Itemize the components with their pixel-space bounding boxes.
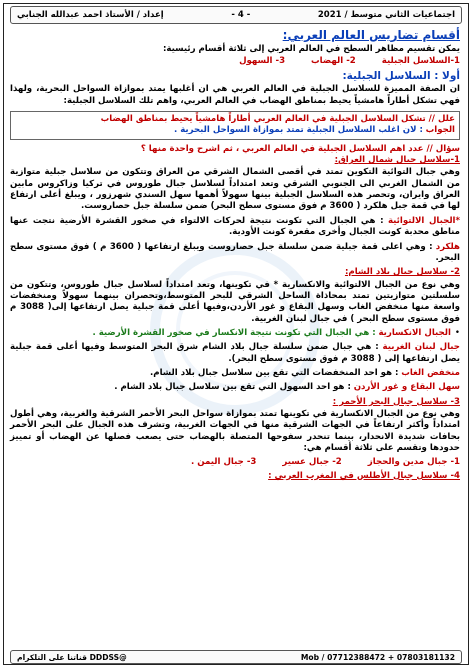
iraq-mountains-title: 1-سلاسل جبال شمال العراق: xyxy=(334,155,460,166)
section-heading-mountains: أولا : السلاسل الجبلية: xyxy=(342,69,460,82)
qa-answer-label: الجواب xyxy=(425,125,455,136)
redsea-mountains-title: 3- سلاسل جبال البحر الأحمر : xyxy=(332,396,460,407)
section-title-relief: أقسام تضاريس العالم العربي: xyxy=(282,28,460,42)
page-footer xyxy=(10,650,462,664)
footer-phones: Mob / 07712388472 + 07803181132 xyxy=(300,652,455,662)
faulted-mountains-def: : هي الجبال التي تكونت نتيجة الانكسار في صخور القشرة الأرضية . xyxy=(92,327,376,338)
qa-question: علل // تشكل السلاسل الجبلية في العالم العربي أطاراً هامشياً يحيط بمناطق الهضاب xyxy=(100,114,455,125)
region-mountains: 1-السلاسل الجبلية xyxy=(381,56,460,67)
page-header xyxy=(10,6,462,24)
ghab-def: : هو احد المنخفضات التي تقع بين سلاسل جبال بلاد الشام. xyxy=(150,367,399,378)
faulted-mountains-term: الجبال الانكسارية xyxy=(378,327,451,338)
ghab-term: منخفض الغاب xyxy=(401,367,460,378)
intro-text: يمكن تقسيم مظاهر السطح في العالم العربي إلى ثلاثة أقسام رئيسية: xyxy=(162,43,460,54)
west-lebanon-term: جبال لبنان الغربية xyxy=(382,342,460,353)
sham-mountains-text: وهي نوع من الجبال الالتوائية والانكسارية * في تكوينها، وتعد امتداداً لسلاسل جبال طوروس، وتتكون من سلسلتين متوازيتين تمتد بمحاذاة الساحل الشرقي للبحر المتوسط،وتحصران بينهما سهولاً ومنخفضات واسعة منها منخفض الغاب وسهل البقاع و غور الأردن،وفيها أعلى قمة جبلية يصل ارتفاعها إلى( 3088 م فوق مستوى سطح البحر ) في جبال لبنان الغربية. xyxy=(10,279,461,324)
folded-mountains-def: : هي الجبال التي تكونت نتيجة لحركات الالتواء في صخور القشرة الأرضية نتجت عنها مناطق محدبة كونت الجبال وأخرى مقعرة كونت الأودية. xyxy=(10,215,460,238)
regions-list xyxy=(10,56,460,67)
redsea-part-yemen: 3- جبال اليمن . xyxy=(191,457,257,468)
header-subject: اجتماعيات الثاني متوسط / 2021 xyxy=(317,10,455,20)
halgurd-def: : وهي اعلى قمة جبلية ضمن سلسلة جبل حصاروست ويبلغ ارتفاعها ( 3600 م ) فوق مستوى سطح البحر. xyxy=(10,241,460,263)
folded-mountains-term: *الجبال الالتوائية xyxy=(387,215,460,226)
halgurd-term: هلكرد xyxy=(435,241,460,252)
region-plains: 3- السهول xyxy=(239,56,286,67)
region-plateaus: 2- الهضاب xyxy=(311,56,356,67)
qa-box xyxy=(10,111,460,140)
mountains-intro-text: ان الصفة المميزة للسلاسل الجبلية في العالم العربي هي ان أغلبها يمتد بموازاة السواحل البحرية، ولهذا فهي تشكل أطاراً هامشياً يحيط بمناطق الهضاب في العالم العربي، واهم تلك السلاسل الجبلية: xyxy=(10,84,460,106)
west-lebanon-def: : هي جبال ضمن سلسلة جبال بلاد الشام شرق البحر المتوسط وفيها أعلى قمة جبلية يصل ارتفاعها إلى ( 3088 م فوق مستوى سطح البحر). xyxy=(10,342,460,364)
question-two: سؤال // عدد اهم السلاسل الجبلية في العالم العربي ، ثم اشرح واحدة منها ؟ xyxy=(140,143,460,154)
redsea-part-hijaz: 1- جبال مدين والحجاز xyxy=(367,457,460,468)
redsea-mountains-text: وهي نوع من الجبال الانكسارية في تكوينها تمتد بموازاة سواحل البحر الأحمر الشرقية والغربية، وهي أطول امتداداً وأكثر ارتفاعاً في الجهات الشرقية منها في الجهات الغربية، وتشرف هذه الجبال على البحر الأحمر بحافات شديدة الانحدار، بينما تنحدر سفوحها المتصلة بالهضاب حتى يصعب فصلها عن الهضاب أو تمييز حدودها وتقسم على ثلاثة أقسام هي: xyxy=(10,408,460,453)
header-page-number: - 4 - xyxy=(231,10,251,20)
footer-telegram: @DDDSS قناتنا على التلكرام xyxy=(17,652,127,662)
beqaa-def: : هو احد السهول التي تقع بين سلاسل جبال بلاد الشام . xyxy=(114,382,351,393)
atlas-mountains-title: 4- سلاسل جبال الأطلس في المغرب العربي : xyxy=(268,470,460,481)
document-body xyxy=(10,28,460,648)
redsea-parts-list xyxy=(10,457,460,468)
redsea-part-asir: 2- جبال عسير xyxy=(282,457,342,468)
beqaa-term: سهل البقاع و غور الأردن xyxy=(353,382,460,393)
header-author: إعداد / الأستاذ احمد عبدالله الجنابي xyxy=(17,10,164,20)
sham-mountains-title: 2- سلاسل جبال بلاد الشام: xyxy=(344,267,460,278)
qa-answer-text: : لان اغلب السلاسل الجبلية تمتد بموازاة السواحل البحرية . xyxy=(173,125,423,136)
iraq-mountains-text: وهي جبال التوائية التكوين تمتد في أقصى الشمال الشرقي من العراق وتتكون من سلاسل جبلية متوازية من الشمال الغربي الى الجنوبي الشرقي وتعد امتداداً لسلاسل جبال طوروس في تركيا وزاكروس مابين العراق وايران، وتحصر هذه السلاسل الجبلية بينها سهولاً أهمها سهل السندي شهرزور ، ويبلغ أعلى ارتفاع لها في قمة جبل هلكرد ( 3600 م فوق مستوى سطح البحر) ضمن سلسلة جبل حصاروست. xyxy=(10,167,460,212)
